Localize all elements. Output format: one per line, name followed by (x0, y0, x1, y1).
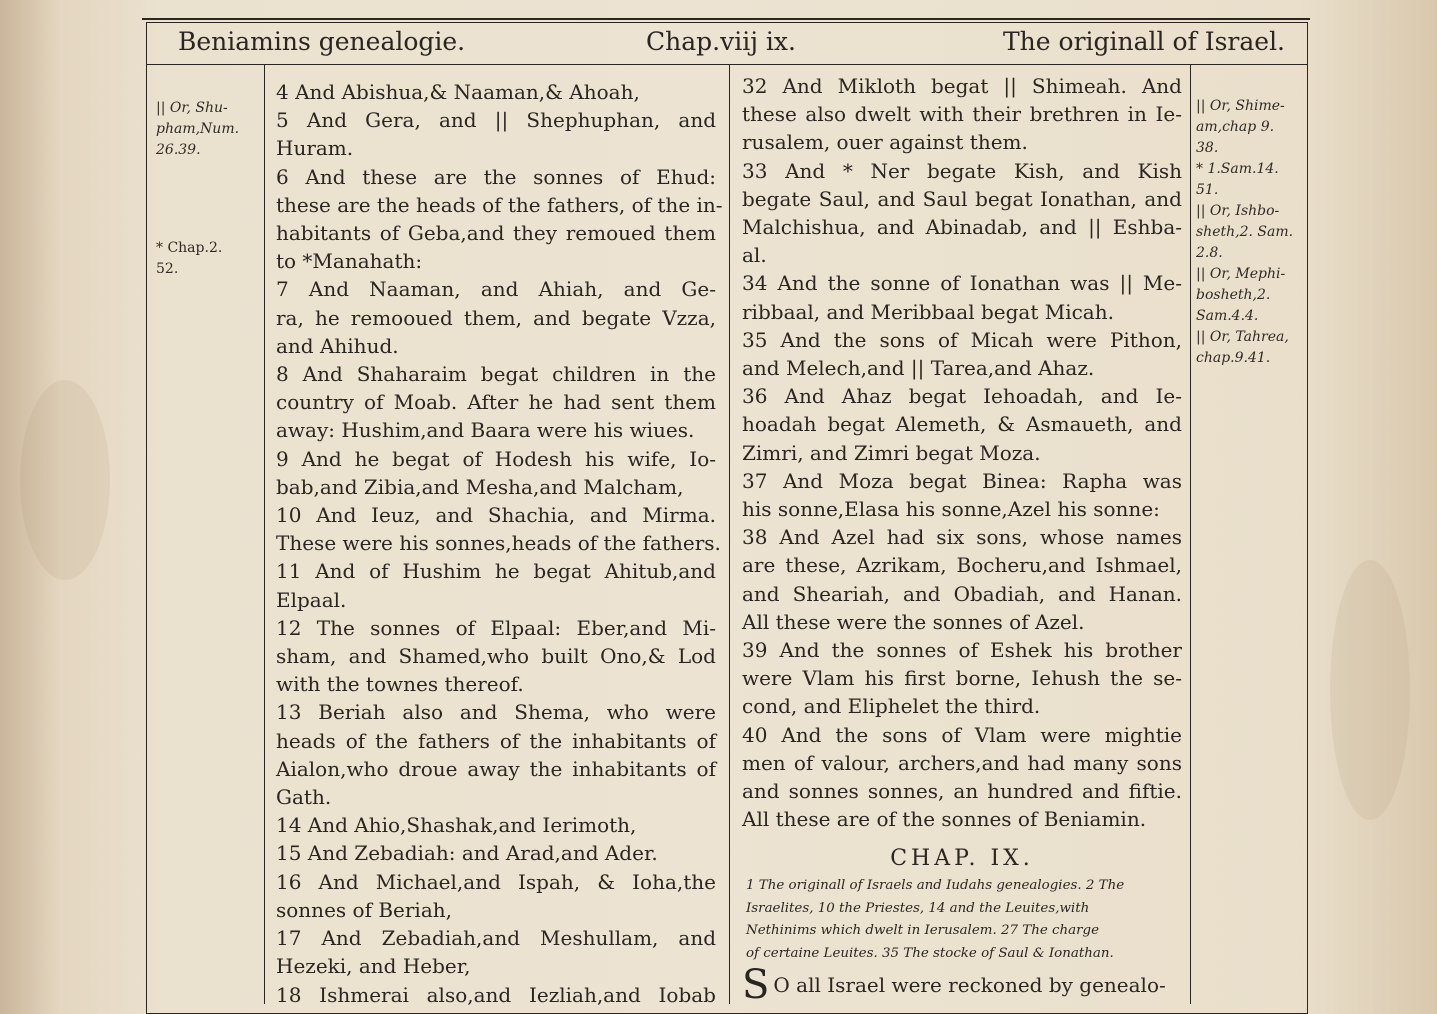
text-line: begate Saul, and Saul begat Ionathan, and (742, 186, 1182, 211)
text-line: These were his sonnes,heads of the fathers. (276, 531, 721, 556)
text-line: Hezeki, and Heber, (276, 954, 471, 979)
margin-note-left-1: || Or, Shu- pham,Num. 26.39. (156, 100, 240, 158)
text-line: 12 The sonnes of Elpaal: Eber,and Mi- (276, 615, 716, 640)
header-left: Beniamins genealogie. (178, 27, 466, 56)
text-line: 14 And Ahio,Shashak,and Ierimoth, (276, 813, 637, 838)
text-line: his sonne,Elasa his sonne,Azel his sonne: (742, 497, 1160, 522)
header-center: Chap.viij ix. (646, 27, 796, 56)
text-line: Gath. (276, 785, 332, 810)
text-line: habitants of Geba,and they remoued them (276, 221, 716, 246)
text-line: 13 Beriah also and Shema, who were (276, 700, 716, 725)
text-line: rusalem, ouer against them. (742, 130, 1028, 155)
header-rule (146, 64, 1308, 65)
text-line: sonnes of Beriah, (276, 897, 452, 922)
margin-notes-right: || Or, Shime- am,chap 9. 38. * 1.Sam.14. 51. || Or, Ishbo- sheth,2. Sam. 2.8. || Or, Mephi- bosheth,2. Sam.4.4. || Or, Tahrea, chap.9.41. (1196, 98, 1294, 366)
text-line: were Vlam his first borne, Iehush the se- (742, 666, 1182, 691)
text-line: All these were the sonnes of Azel. (742, 609, 1085, 634)
text-line: hoadah begat Alemeth, & Asmaueth, and (742, 412, 1182, 437)
text-line: bab,and Zibia,and Mesha,and Malcham, (276, 474, 684, 499)
text-line: ribbaal, and Meribbaal begat Micah. (742, 299, 1114, 324)
text-line: 16 And Michael,and Ispah, & Ioha,the (276, 869, 716, 894)
column-divider (729, 64, 730, 1004)
text-line: 38 And Azel had six sons, whose names (742, 525, 1182, 550)
text-line: 37 And Moza begat Binea: Rapha was (742, 468, 1182, 493)
text-line: sham, and Shamed,who built Ono,& Lod (276, 644, 716, 669)
right-margin-rule (1190, 64, 1191, 1004)
text-line: 5 And Gera, and || Shephuphan, and (276, 108, 716, 133)
margin-note-left-2: * Chap.2. 52. (156, 240, 223, 277)
text-line: 10 And Ieuz, and Shachia, and Mirma. (276, 503, 716, 528)
summary-line: of certaine Leuites. 35 The stocke of Saul & Ionathan. (746, 945, 1114, 961)
text-line: 11 And of Hushim he begat Ahitub,and (276, 559, 716, 584)
text-line: All these are of the sonnes of Beniamin. (742, 807, 1147, 832)
text-line: 40 And the sons of Vlam were mightie (742, 722, 1182, 747)
text-line: and Sheariah, and Obadiah, and Hanan. (742, 581, 1182, 606)
first-line-text: O all Israel were reckoned by genealo- (773, 973, 1166, 998)
text-line: country of Moab. After he had sent them (276, 390, 716, 415)
paper-stain (20, 380, 110, 580)
text-line: Zimri, and Zimri begat Moza. (742, 440, 1041, 465)
text-line: Malchishua, and Abinadab, and || Eshba- (742, 215, 1182, 240)
chapter-summary (742, 875, 1182, 965)
text-line: 15 And Zebadiah: and Arad,and Ader. (276, 841, 658, 866)
text-line: these also dwelt with their brethren in Ie- (742, 102, 1182, 127)
text-line: and Melech,and || Tarea,and Ahaz. (742, 356, 1095, 381)
left-text-column (276, 78, 723, 1009)
text-line: 8 And Shaharaim begat children in the (276, 362, 716, 387)
text-line: and Ahihud. (276, 333, 399, 358)
text-line: Aialon,who droue away the inhabitants of (276, 756, 716, 781)
text-line: 39 And the sonnes of Eshek his brother (742, 638, 1182, 663)
text-line: 6 And these are the sonnes of Ehud: (276, 164, 716, 189)
text-line: cond, and Eliphelet the third. (742, 694, 1041, 719)
right-text-column (742, 72, 1182, 833)
text-line: away: Hushim,and Baara were his wiues. (276, 418, 695, 443)
text-line: 36 And Ahaz begat Iehoadah, and Ie- (742, 384, 1182, 409)
text-line: 32 And Mikloth begat || Shimeah. And (742, 74, 1182, 98)
text-line: these are the heads of the fathers, of the in- (276, 192, 723, 217)
text-line: 35 And the sons of Micah were Pithon, (742, 327, 1182, 352)
chapter-heading: CHAP. IX. (890, 846, 1034, 871)
text-line: 7 And Naaman, and Ahiah, and Ge- (276, 277, 716, 302)
text-line: 4 And Abishua,& Naaman,& Ahoah, (276, 80, 640, 104)
text-line: 9 And he begat of Hodesh his wife, Io- (276, 446, 716, 471)
text-line: men of valour, archers,and had many sons (742, 750, 1182, 775)
text-line: Huram. (276, 136, 354, 161)
drop-capital: S (742, 962, 770, 1009)
text-line: heads of the fathers of the inhabitants of (276, 728, 716, 753)
summary-line: 1 The originall of Israels and Iudahs genealogies. 2 The (746, 878, 1125, 894)
text-line: 18 Ishmerai also,and Iezliah,and Iobab (276, 982, 716, 1007)
text-line: Elpaal. (276, 587, 347, 612)
chapter-first-line (742, 962, 1182, 1009)
text-line: to *Manahath: (276, 249, 423, 274)
text-line: and sonnes sonnes, an hundred and fiftie. (742, 779, 1182, 804)
text-line: al. (742, 243, 767, 268)
summary-line: Israelites, 10 the Priestes, 14 and the Leuites,with (746, 900, 1090, 916)
header-right: The originall of Israel. (1003, 27, 1286, 56)
text-line: 17 And Zebadiah,and Meshullam, and (276, 926, 716, 951)
text-line: ra, he remooued them, and begate Vzza, (276, 305, 716, 330)
summary-line: Nethinims which dwelt in Ierusalem. 27 The charge (746, 923, 1100, 939)
chapter-ix-block (742, 845, 1182, 1009)
text-line: with the townes thereof. (276, 672, 524, 697)
paper-stain (1330, 560, 1410, 820)
text-line: are these, Azrikam, Bocheru,and Ishmael, (742, 553, 1182, 578)
top-rule (142, 18, 1310, 20)
text-line: 33 And * Ner begate Kish, and Kish (742, 158, 1182, 183)
left-margin-rule (264, 64, 265, 1004)
text-line: 34 And the sonne of Ionathan was || Me- (742, 271, 1182, 296)
